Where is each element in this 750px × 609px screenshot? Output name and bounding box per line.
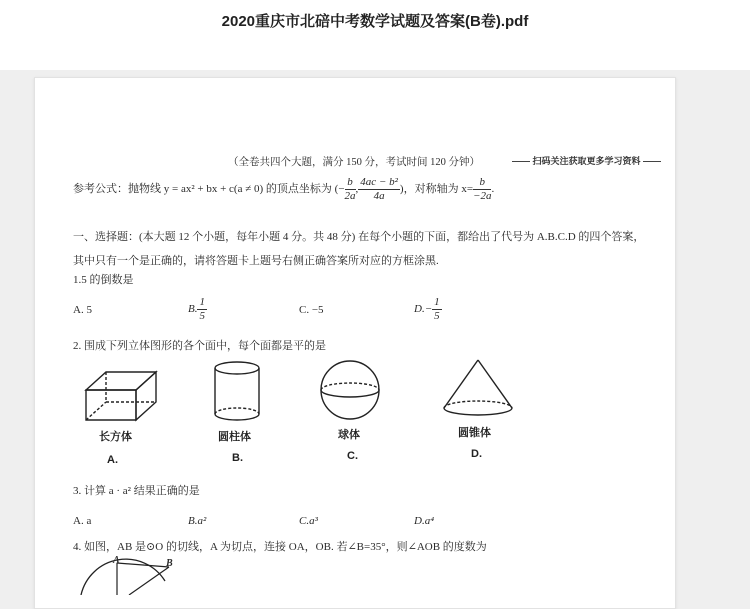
exam-info: （全卷共四个大题，满分 150 分，考试时间 120 分钟） (228, 157, 480, 168)
fraction-numerator: b (473, 176, 491, 190)
formula-mid: )，对称轴为 x= (399, 183, 474, 196)
fraction-denominator: 5 (434, 310, 440, 322)
formula-fraction-3 (473, 176, 491, 203)
question-4-stem: 4. 如图，AB 是⊙O 的切线，A 为切点，连接 OA，OB. 若∠B=35°，则∠AOB 的度数为 (73, 541, 487, 553)
q1-option-c: C. −5 (299, 304, 324, 316)
formula-suffix: . (491, 183, 495, 196)
q1-option-d (414, 296, 442, 323)
fraction-numerator: 4ac − b² (360, 176, 398, 188)
reference-formula: 参考公式：抛物线 y = ax² + bx + c(a ≠ 0) 的顶点坐标为 (− $\frac{b}{2a}$ , $\frac{\text{4ac − b²}}{4a}$ )，对称轴为 x= $\frac{b}{-2a}$ . (73, 176, 495, 202)
solid-shapes-figure (80, 358, 540, 428)
promo-text: —— 扫码关注获取更多学习资料 —— (512, 156, 662, 166)
sphere-shape (321, 361, 379, 419)
q3-option-c: C.a³ (299, 515, 318, 527)
fraction-denominator: 5 (199, 310, 205, 322)
shape-letter-a: A. (107, 454, 118, 466)
fraction-numerator: b (345, 176, 356, 190)
q3-option-b: B.a² (188, 515, 207, 527)
formula-fraction-2 (358, 176, 400, 203)
q1-d-fraction (432, 296, 442, 323)
shape-name-sphere: 球体 (338, 429, 360, 441)
cuboid-shape (86, 372, 156, 420)
option-prefix: D.− (414, 303, 433, 316)
fraction-numerator: 1 (199, 296, 205, 308)
pdf-page[interactable] (34, 77, 676, 609)
q1-b-fraction (197, 296, 207, 323)
question-3-stem: 3. 计算 a · a² 结果正确的是 (73, 485, 200, 497)
shape-letter-c: C. (347, 450, 358, 462)
section1-instructions-line1: 一、选择题：(本大题 12 个小题，每年小题 4 分。共 48 分) 在每个小题的下面，都给出了代号为 A.B.C.D 的四个答案， (73, 231, 645, 243)
fraction-denominator: 4a (373, 190, 385, 202)
option-prefix: B. (188, 303, 198, 316)
cone-shape (444, 360, 512, 415)
formula-prefix: 参考公式：抛物线 y = ax² + bx + c(a ≠ 0) 的顶点坐标为 (− (73, 183, 345, 196)
shape-letter-b: B. (232, 452, 243, 464)
q3-option-a: A. a (73, 515, 92, 527)
question-1-stem: 1.5 的倒数是 (73, 274, 134, 286)
shape-name-cylinder: 圆柱体 (218, 431, 251, 443)
fraction-denominator: 2a (344, 190, 356, 202)
formula-fraction-1 (345, 176, 356, 203)
top-bar (0, 0, 750, 70)
shape-name-cone: 圆锥体 (458, 427, 491, 439)
shape-name-cuboid: 长方体 (99, 431, 132, 443)
shape-letter-d: D. (471, 448, 482, 460)
q3-option-d: D.a⁴ (414, 515, 435, 527)
document-title: 2020重庆市北碚中考数学试题及答案(B卷).pdf (221, 13, 529, 30)
q1-option-a: A. 5 (73, 304, 92, 316)
cylinder-shape (215, 362, 259, 420)
figure-label-a: A (113, 555, 120, 566)
fraction-denominator: −2a (473, 190, 492, 202)
fraction-numerator: 1 (434, 296, 440, 308)
question-2-stem: 2. 围成下列立体图形的各个面中，每个面都是平的是 (73, 340, 326, 352)
section1-instructions-line2: 其中只有一个是正确的，请将答题卡上题号右侧正确答案所对应的方框涂黑. (73, 255, 439, 267)
q1-option-b (188, 296, 207, 323)
figure-label-b: B (166, 558, 173, 569)
